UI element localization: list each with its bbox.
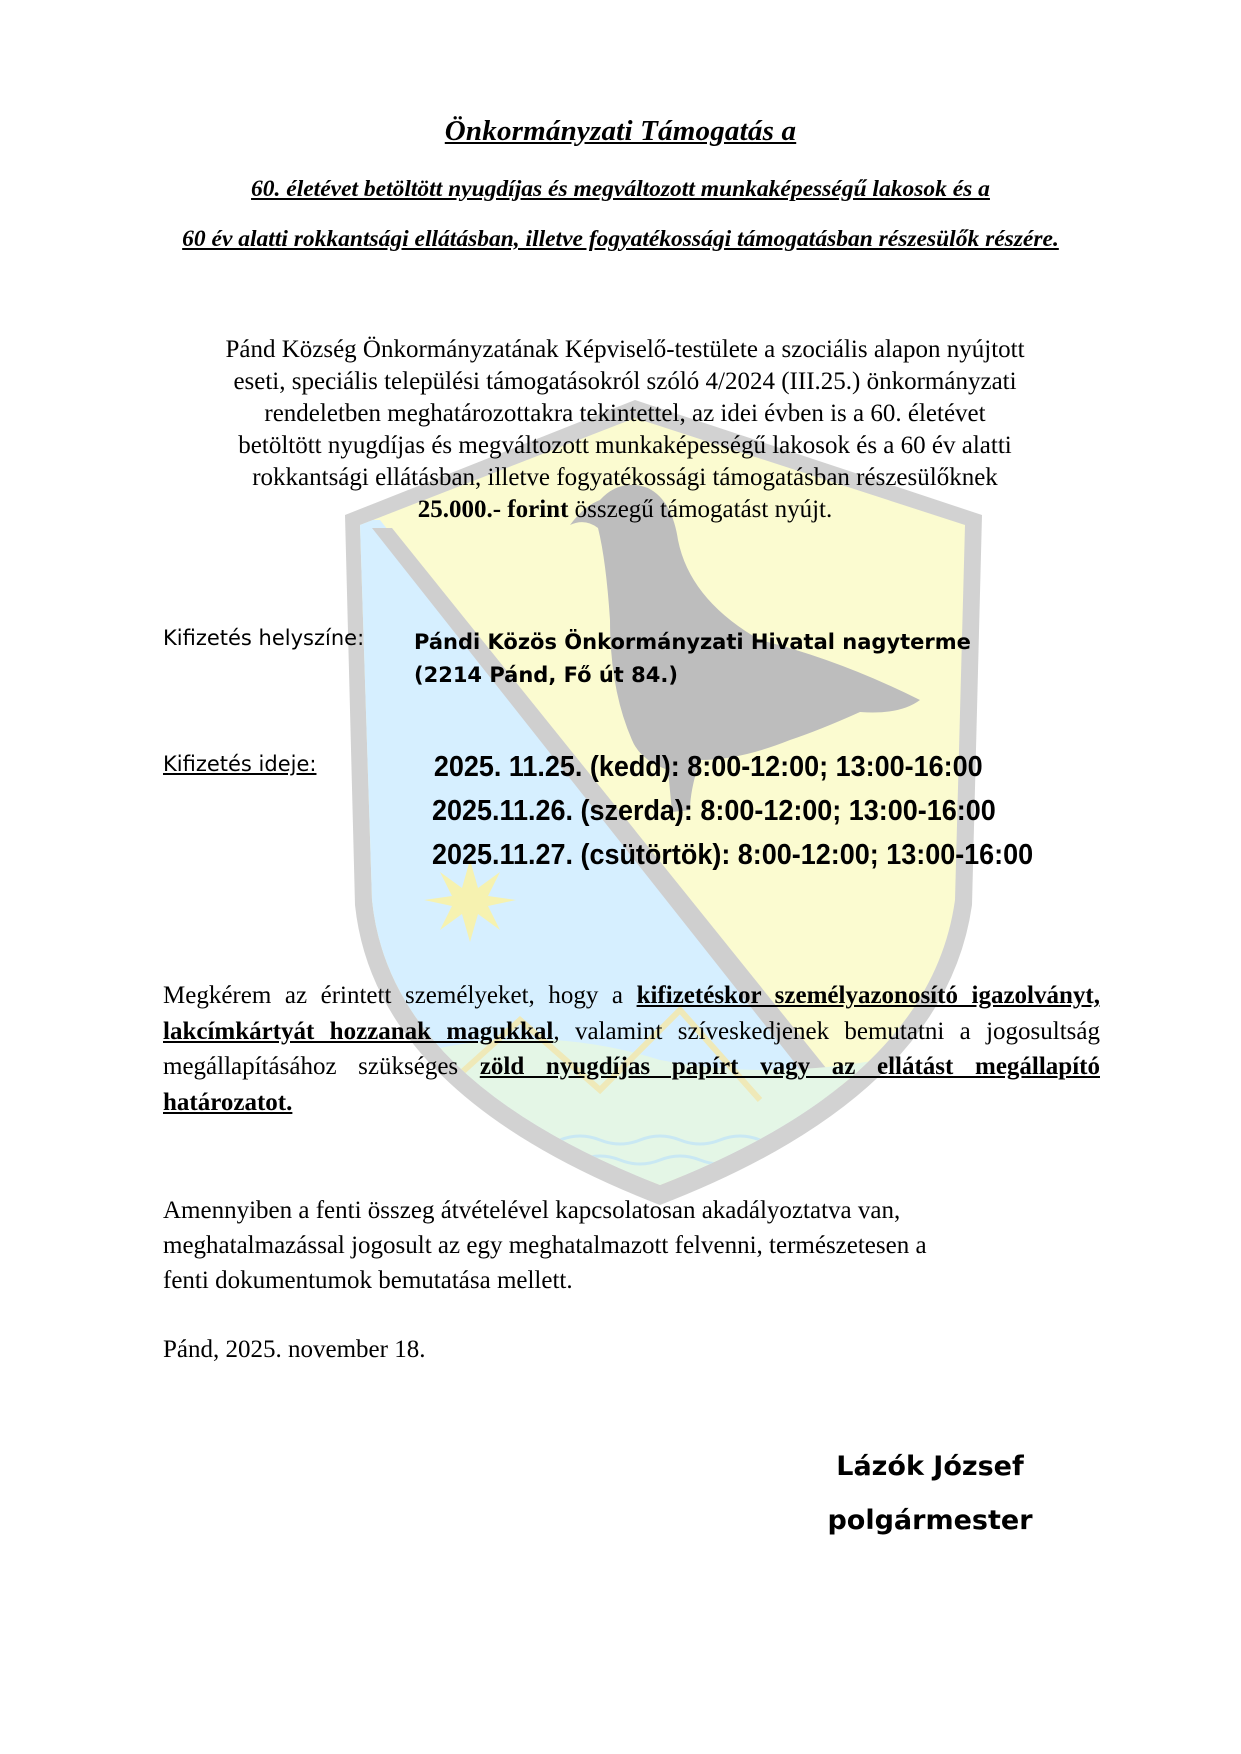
intro-paragraph [150,334,1100,526]
intro-line: Pánd Község Önkormányzatának Képviselő-testülete a szociális alapon nyújtott [225,336,1025,363]
support-amount: 25.000.- forint [417,496,569,523]
signature-block [800,1440,1060,1548]
document-date: Pánd, 2025. november 18. [163,1336,426,1363]
proxy-line: fenti dokumentumok bemutatása mellett. [163,1267,573,1294]
schedule-day-2: 2025.11.26. (szerda): 8:00-12:00; 13:00-16:00 [432,795,996,827]
intro-line: eseti, speciális települési támogatásokról szóló 4/2024 (III.25.) önkormányzati [233,368,1017,395]
proxy-line: meghatalmazással jogosult az egy meghatalmazott felvenni, természetesen a [163,1232,927,1259]
request-text-2: , valamint szíveskedjenek bemutatni a jogosultság megállapításához szükséges [163,1017,1100,1080]
subtitle-line-1: 60. életévet betöltött nyugdíjas és megváltozott munkaképességű lakosok és a [251,176,990,202]
intro-tail: összegű támogatást nyújt. [568,496,833,523]
payment-schedule [432,745,1033,877]
payment-location-label: Kifizetés helyszíne: [163,626,365,650]
signer-role: polgármester [827,1505,1033,1536]
intro-amount-line [150,494,1100,526]
payment-location-value [414,626,971,692]
request-text-1: Megkérem az érintett személyeket, hogy a [163,982,637,1009]
proxy-line: Amennyiben a fenti összeg átvételével kapcsolatosan akadályoztatva van, [163,1197,901,1224]
signer-name: Lázók József [836,1451,1024,1482]
intro-line: betöltött nyugdíjas és megváltozott munkaképességű lakosok és a 60 év alatti [238,432,1012,459]
schedule-day-3: 2025.11.27. (csütörtök): 8:00-12:00; 13:00-16:00 [432,839,1034,871]
subtitle-line-2: 60 év alatti rokkantsági ellátásban, illetve fogyatékossági támogatásban részesülők részére. [182,226,1059,252]
payment-time-label: Kifizetés ideje: [163,752,317,776]
request-eligibility-documents: zöld nyugdíjas papírt vagy az ellátást megállapító határozatot. [163,1053,1100,1116]
request-required-documents: kifizetéskor személyazonosító igazolványt, lakcímkártyát hozzanak magukkal [163,982,1100,1045]
document-title: Önkormányzati Támogatás a [444,115,797,147]
intro-line: rokkantsági ellátásban, illetve fogyatékossági támogatásban részesülőknek [252,464,998,491]
location-address: (2214 Pánd, Fő út 84.) [414,663,678,687]
location-venue: Pándi Közös Önkormányzati Hivatal nagyterme [414,630,971,654]
intro-line: rendeletben meghatározottakra tekintettel, az idei évben is a 60. életévet [264,400,986,427]
proxy-paragraph [163,1193,1100,1298]
schedule-day-1: 2025. 11.25. (kedd): 8:00-12:00; 13:00-16:00 [433,751,983,783]
request-paragraph [163,978,1100,1120]
